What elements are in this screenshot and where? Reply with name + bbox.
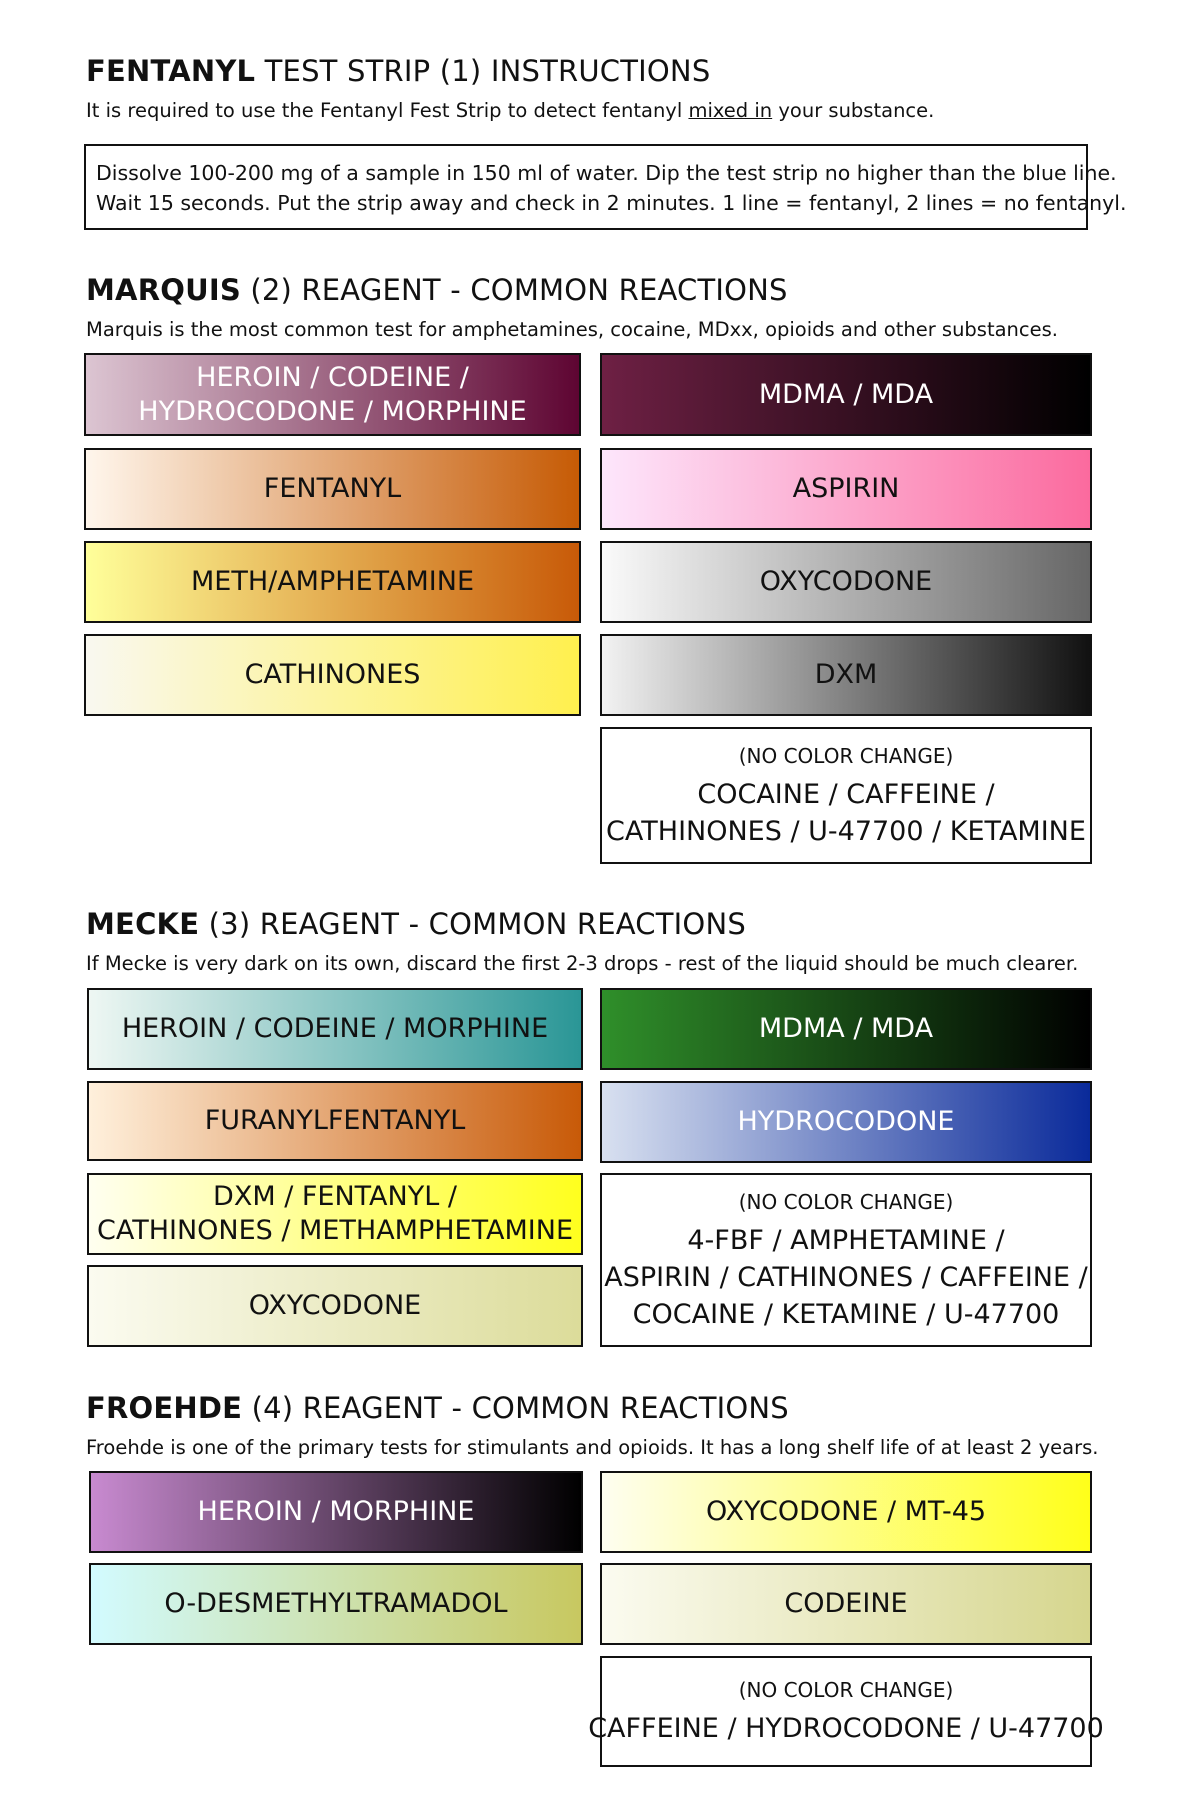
mecke-reaction-box	[87, 1173, 583, 1255]
marquis-reaction-box	[84, 634, 581, 716]
froehde-reaction-box	[89, 1563, 583, 1645]
marquis-reaction-box	[600, 541, 1092, 623]
reaction-label: MDMA / MDA	[758, 378, 934, 410]
mecke-reaction-box	[600, 988, 1092, 1070]
no-color-change-note: (NO COLOR CHANGE)	[738, 1189, 954, 1214]
no-color-change-note: (NO COLOR CHANGE)	[738, 1678, 954, 1702]
mecke-subtitle: If Mecke is very dark on its own, discard the first 2-3 drops - rest of the liquid should be much clearer.	[86, 952, 1079, 975]
marquis-reaction-box	[600, 634, 1092, 716]
reaction-label: OXYCODONE	[759, 566, 933, 597]
reaction-label-line: DXM / FENTANYL /	[213, 1181, 457, 1212]
fentanyl-title-bold: FENTANYL	[86, 54, 256, 88]
mecke-reaction-box	[600, 1081, 1092, 1163]
mecke-reaction-box	[87, 1081, 583, 1161]
fentanyl-instruction-line-1: Dissolve 100-200 mg of a sample in 150 ml of water. Dip the test strip no higher than the blue line.	[96, 161, 1117, 185]
no-color-change-note: (NO COLOR CHANGE)	[738, 743, 954, 768]
reaction-label: HEROIN / MORPHINE	[197, 1496, 475, 1527]
froehde-section-title	[86, 1391, 789, 1425]
reaction-label-line: HYDROCODONE / MORPHINE	[138, 395, 527, 427]
no-change-line: CAFFEINE / HYDROCODONE / U-47700	[588, 1713, 1104, 1744]
fentanyl-subtitle	[86, 99, 934, 122]
reaction-label: CATHINONES	[244, 659, 421, 690]
reaction-label: FURANYLFENTANYL	[204, 1105, 466, 1136]
fentanyl-section-title	[86, 54, 710, 88]
froehde-reaction-box	[89, 1471, 583, 1553]
no-change-line: CATHINONES / U-47700 / KETAMINE	[606, 815, 1086, 847]
marquis-no-color-change-box	[600, 727, 1092, 864]
froehde-reaction-box	[600, 1563, 1092, 1645]
marquis-reaction-box	[84, 541, 581, 623]
mecke-title-rest: (3) REAGENT - COMMON REACTIONS	[199, 907, 746, 941]
reaction-label: HYDROCODONE	[737, 1106, 955, 1137]
marquis-title-rest: (2) REAGENT - COMMON REACTIONS	[240, 273, 788, 307]
reaction-label: CODEINE	[784, 1588, 908, 1619]
reaction-label-line: CATHINONES / METHAMPHETAMINE	[96, 1215, 574, 1246]
marquis-reaction-box	[84, 448, 581, 530]
no-change-line: 4-FBF / AMPHETAMINE /	[687, 1224, 1005, 1256]
no-change-line: ASPIRIN / CATHINONES / CAFFEINE /	[604, 1261, 1088, 1293]
mecke-title-bold: MECKE	[86, 907, 200, 941]
mecke-no-color-change-box	[600, 1173, 1092, 1347]
marquis-subtitle: Marquis is the most common test for amphetamines, cocaine, MDxx, opioids and other substances.	[86, 318, 1058, 341]
reaction-label: O-DESMETHYLTRAMADOL	[164, 1588, 508, 1619]
fentanyl-instructions-box	[84, 144, 1127, 230]
mecke-reaction-box	[87, 1265, 583, 1347]
froehde-subtitle: Froehde is one of the primary tests for stimulants and opioids. It has a long shelf life of at least 2 years.	[86, 1436, 1099, 1459]
reaction-label: MDMA / MDA	[758, 1013, 934, 1044]
marquis-reaction-box	[600, 448, 1092, 530]
reaction-label: DXM	[814, 659, 878, 690]
marquis-title-bold: MARQUIS	[86, 273, 241, 307]
reaction-label: HEROIN / CODEINE / MORPHINE	[121, 1013, 549, 1044]
marquis-reaction-box	[84, 353, 581, 436]
fentanyl-instruction-line-2: Wait 15 seconds. Put the strip away and check in 2 minutes. 1 line = fentanyl, 2 lines = no fentanyl.	[96, 191, 1127, 215]
no-change-line: COCAINE / KETAMINE / U-47700	[632, 1298, 1060, 1330]
mecke-reaction-box	[87, 988, 583, 1070]
reaction-label-line: HEROIN / CODEINE /	[196, 361, 469, 393]
froehde-reaction-box	[600, 1471, 1092, 1553]
froehde-title-bold: FROEHDE	[86, 1391, 243, 1425]
no-change-line: COCAINE / CAFFEINE /	[697, 778, 995, 810]
fentanyl-subtitle-underlined: mixed in	[688, 99, 773, 122]
reaction-label: METH/AMPHETAMINE	[190, 566, 475, 597]
marquis-reaction-box	[600, 353, 1092, 436]
reaction-label: ASPIRIN	[792, 473, 900, 504]
froehde-title-rest: (4) REAGENT - COMMON REACTIONS	[242, 1391, 789, 1425]
froehde-no-color-change-box	[588, 1656, 1104, 1767]
marquis-section-title	[86, 273, 788, 307]
fentanyl-subtitle-after: your substance.	[772, 99, 935, 122]
mecke-section-title	[86, 907, 746, 941]
reaction-label: OXYCODONE / MT-45	[705, 1496, 987, 1527]
reaction-label: FENTANYL	[263, 473, 402, 504]
reaction-label: OXYCODONE	[248, 1290, 422, 1321]
fentanyl-subtitle-before: It is required to use the Fentanyl Fest Strip to detect fentanyl	[86, 99, 689, 122]
fentanyl-title-rest: TEST STRIP (1) INSTRUCTIONS	[255, 54, 711, 88]
